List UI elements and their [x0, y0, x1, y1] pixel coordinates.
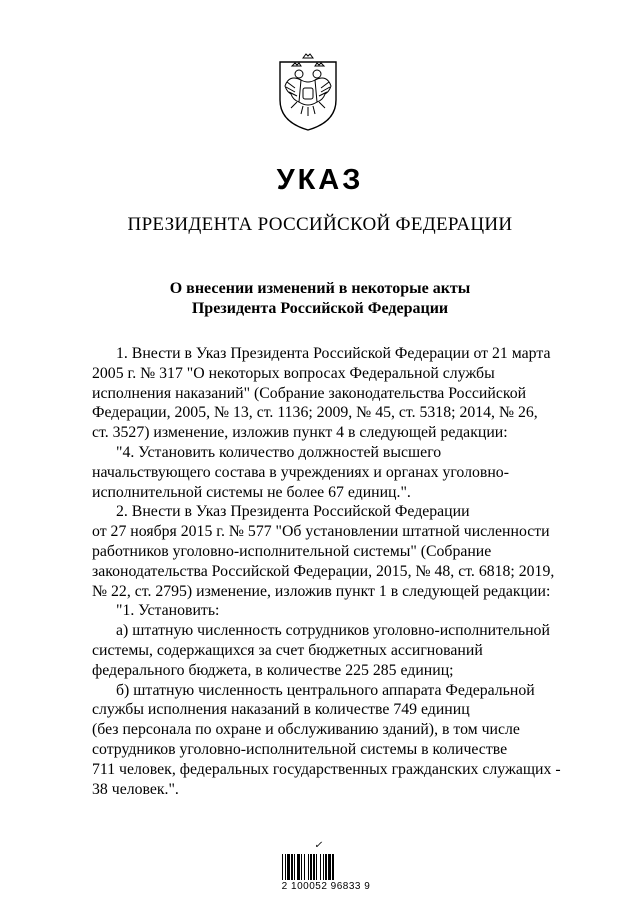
body-line: законодательства Российской Федерации, 2015, № 48, ст. 6818; 2019, — [92, 562, 555, 580]
body-line: работников уголовно-исполнительной системы" (Собрание — [92, 542, 492, 560]
body-line: федерального бюджета, в количестве 225 285 единиц; — [92, 661, 454, 679]
body-line: службы исполнения наказаний в количестве 749 единиц — [92, 701, 470, 719]
body-line: ст. 3527) изменение, изложив пункт 4 в следующей редакции: — [92, 424, 508, 442]
body-line: сотрудников уголовно-исполнительной системы в количестве — [92, 740, 508, 758]
body-line: б) штатную численность центрального аппарата Федеральной — [116, 681, 535, 699]
body-line: "1. Установить: — [116, 602, 220, 620]
body-line: 38 человек.". — [92, 780, 179, 798]
body-line: (без персонала по охране и обслуживанию зданий), в том числе — [92, 721, 520, 739]
heading-line: Президента Российской Федерации — [191, 300, 449, 317]
body-line: 1. Внести в Указ Президента Российской Федерации от 21 марта — [116, 345, 551, 362]
body-line: 2005 г. № 317 "О некоторых вопросах Федеральной службы — [92, 364, 495, 382]
body-line: а) штатную численность сотрудников уголовно-исполнительной — [116, 622, 550, 640]
document-title: УКАЗ — [276, 164, 364, 196]
barcode-mark-icon: ✓ — [314, 840, 323, 851]
barcode-number: 2 100052 96833 9 — [281, 881, 371, 892]
body-line: 2. Внести в Указ Президента Российской Федерации — [116, 503, 470, 521]
document-heading — [0, 279, 640, 319]
body-line: исполнительной системы не более 67 единиц.". — [92, 483, 411, 501]
heading-line: О внесении изменений в некоторые акты — [169, 280, 471, 297]
body-line: Федерации, 2005, № 13, ст. 1136; 2009, № 45, ст. 5318; 2014, № 26, — [92, 404, 538, 422]
body-line: "4. Установить количество должностей высшего — [116, 443, 442, 461]
document-issuer: ПРЕЗИДЕНТА РОССИЙСКОЙ ФЕДЕРАЦИИ — [127, 214, 513, 235]
body-line: системы, содержащихся за счет бюджетных ассигнований — [92, 641, 483, 659]
body-line: 711 человек, федеральных государственных гражданских служащих - — [92, 760, 561, 778]
coat-of-arms-emblem — [273, 52, 343, 132]
body-line: начальствующего состава в учреждениях и органах уголовно- — [92, 463, 509, 481]
body-line: № 22, ст. 2795) изменение, изложив пункт 1 в следующей редакции: — [92, 582, 551, 600]
body-line: от 27 ноября 2015 г. № 577 "Об установлении штатной численности — [92, 523, 550, 541]
document-body — [92, 344, 568, 799]
barcode-icon — [282, 854, 364, 880]
body-line: исполнения наказаний" (Собрание законодательства Российской — [92, 384, 527, 402]
